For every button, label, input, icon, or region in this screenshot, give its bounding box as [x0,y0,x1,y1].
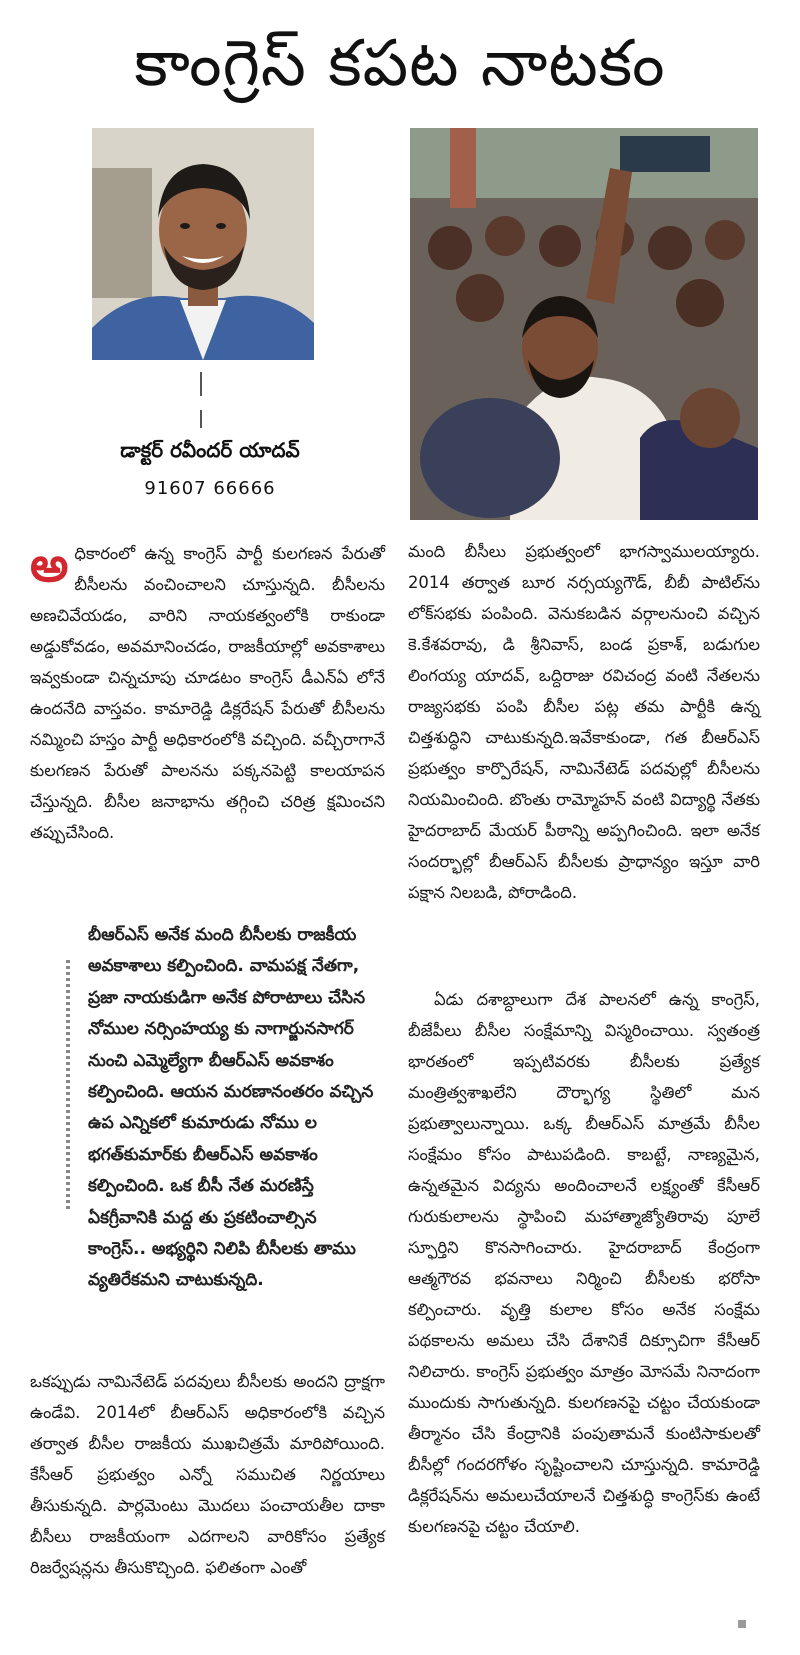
headline: కాంగ్రెస్ కపట నాటకం [134,27,666,101]
end-mark [738,1620,746,1628]
drop-cap: అ [30,537,69,593]
pull-quote: బీఆర్ఎస్ అనేక మంది బీసీలకు రాజకీయ అవకాశాలు కల్పించింది. వామపక్ష నేతగా, ప్రజా నాయకుడిగా అనేక పోరాటాలు చేసిన నోముల నర్సింహయ్య కు నాగార్జునసాగర్ నుంచి ఎమ్మెల్యేగా బీఆర్ఎస్ అవకాశం కల్పించింది. ఆయన మరణానంతరం వచ్చిన ఉప ఎన్నికలో కుమారుడు నోము ల భగత్‌కుమార్‌కు బీఆర్ఎస్ అవకాశం కల్పించింది. ఒక బీసీ నేత మరణిస్తే ఏకగ్రీవానికి మద్ద తు ప్రకటించాల్సిన కాంగ్రెస్.. అభ్యర్థిని నిలిపి బీసీలకు తాము వ్యతిరేకమని చాటుకున్నది. [88,925,374,1291]
author-name: డాక్టర్ రవీందర్ యాదవ్ [120,438,300,462]
article-body-left-bottom [30,1366,385,1583]
article-body-left-top [30,538,385,848]
byline-connector-line [200,410,202,428]
author-phone: 91607 66666 [144,478,276,499]
pullquote-rule [66,960,70,1210]
paragraph: ధికారంలో ఉన్న కాంగ్రెస్ పార్టీ కులగణన పేరుతో బీసీలను వంచించాలని చూస్తున్నది. బీసీలను అణచివేయడం, వారిని నాయకత్వంలోకి రాకుండా అడ్డుకోవడం, అవమానించడం, రాజకీయాల్లో అవకాశాలు ఇవ్వకుండా చిన్నచూపు చూడటం కాంగ్రెస్ డీఎన్ఏ లోనే ఉందనేది వాస్తవం. కామారెడ్డి డిక్లరేషన్ పేరుతో బీసీలను నమ్మించి హస్తం పార్టీ అధికారంలోకి వచ్చింది. వచ్చీరాగానే కులగణన పేరుతో పాలనను పక్కనపెట్టి కాలయాపన చేస్తున్నది. బీసీల జనాభాను తగ్గించి చరిత్ర క్షమించని తప్పుచేసింది. [30,544,385,842]
article-body-right-top [408,536,760,908]
author-photo [92,128,314,360]
paragraph: ఒకప్పుడు నామినేటెడ్ పదవులు బీసీలకు అందని ద్రాక్షగా ఉండేవి. 2014లో బీఆర్ఎస్ అధికారంలోకి వచ్చిన తర్వాత బీసీల రాజకీయ ముఖచిత్రమే మారిపోయింది. కేసీఆర్ ప్రభుత్వం ఎన్నో సముచిత నిర్ణయాలు తీసుకున్నది. పార్లమెంటు మొదలు పంచాయతీల దాకా బీసీలు రాజకీయంగా ఎదగాలని వారికోసం ప్రత్యేక రిజర్వేషన్లను తీసుకొచ్చింది. ఫలితంగా ఎంతో [30,1372,385,1577]
paragraph: ఏడు దశాబ్దాలుగా దేశ పాలనలో ఉన్న కాంగ్రెస్, బీజేపీలు బీసీల సంక్షేమాన్ని విస్మరించాయి. స్వతంత్ర భారతంలో ఇప్పటివరకు బీసీలకు ప్రత్యేక మంత్రిత్వశాఖలేని దౌర్భాగ్య స్థితిలో మన ప్రభుత్వాలున్నాయి. ఒక్క బీఆర్ఎస్ మాత్రమే బీసీల సంక్షేమం కోసం పాటుపడింది. కాబట్టే, నాణ్యమైన, ఉన్నతమైన విద్యను అందించాలనే లక్ష్యంతో కేసీఆర్ గురుకులాలను స్థాపించి మహాత్మాజ్యోతిరావు పూలే స్ఫూర్తిని కొనసాగించారు. హైదరాబాద్ కేంద్రంగా ఆత్మగౌరవ భవనాలు నిర్మించి బీసీలకు భరోసా కల్పించారు. వృత్తి కులాల కోసం అనేక సంక్షేమ పథకాలను అమలు చేసి దేశానికే దిక్సూచిగా కేసీఆర్ నిలిచారు. కాంగ్రెస్ ప్రభుత్వం మాత్రం మోసమే నినాదంగా ముందుకు సాగుతున్నది. కులగణనపై చట్టం చేయకుండా తీర్మానం చేసి కేంద్రానికి పంపుతామనే కుంటిసాకులతో బీసీల్లో గందరగోళం సృష్టించాలని చూస్తున్నది. కామారెడ్డి డిక్లరేషన్‌ను అమలుచేయాలనే చిత్తశుద్ధి కాంగ్రెస్‌కు ఉంటే కులగణనపై చట్టం చేయాలి. [408,990,760,1536]
protest-photo [410,128,758,520]
article-body-right-bottom [408,984,760,1542]
protest-crowd-illustration [410,128,758,520]
byline-connector-line [200,372,202,396]
author-portrait-illustration [92,128,314,360]
paragraph: మంది బీసీలు ప్రభుత్వంలో భాగస్వాములయ్యారు. 2014 తర్వాత బూర నర్సయ్యగౌడ్, బీబీ పాటిల్‌ను లోక్‌సభకు పంపింది. వెనుకబడిన వర్గాలనుంచి వచ్చిన కె.కేశవరావు, డి శ్రీనివాస్, బండ ప్రకాశ్, బడుగుల లింగయ్య యాదవ్, ఒద్దిరాజు రవిచంద్ర వంటి నేతలను రాజ్యసభకు పంపి బీసీల పట్ల తమ పార్టీకి ఉన్న చిత్తశుద్ధిని చాటుకున్నది.ఇవేకాకుండా, గత బీఆర్ఎస్ ప్రభుత్వం కార్పొరేషన్, నామినేటెడ్ పదవుల్లో బీసీలను నియమించింది. బొంతు రామ్మోహన్ వంటి విద్యార్థి నేతకు హైదరాబాద్ మేయర్ పీఠాన్ని అప్పగించింది. ఇలా అనేక సందర్భాల్లో బీఆర్ఎస్ బీసీలకు ప్రాధాన్యం ఇస్తూ వారి పక్షాన నిలబడి, పోరాడింది. [408,542,760,902]
